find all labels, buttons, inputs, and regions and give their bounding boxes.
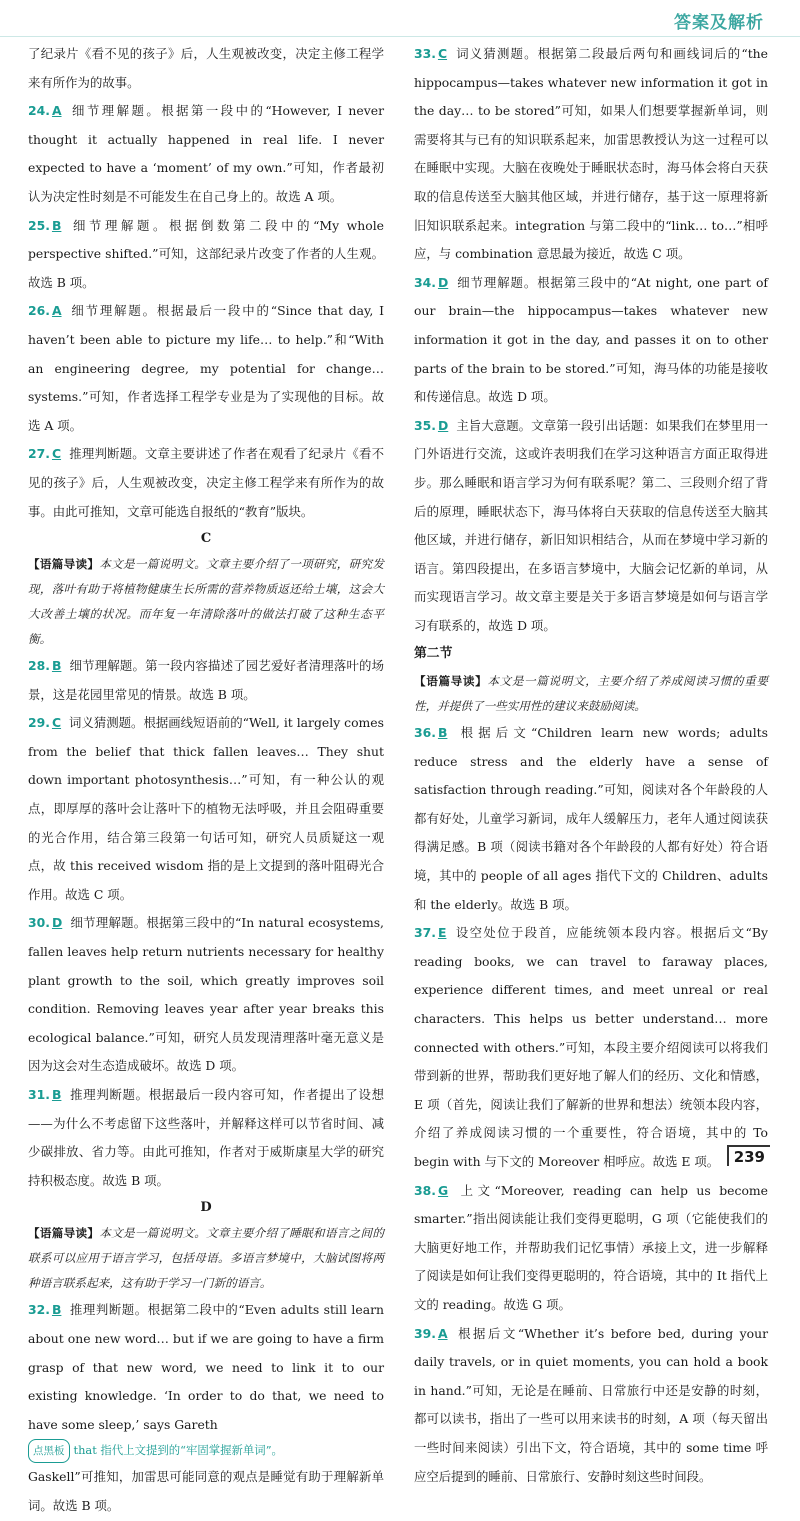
section-c-heading: C bbox=[200, 531, 212, 547]
answer-28: 28. B 细节理解题。第一段内容描述了园艺爱好者清理落叶的场景，这是花园里常见的情景。故选 B 项。 bbox=[28, 658, 384, 702]
answer-36: 36. B 根据后文“Children learn new words; adults reduce stress and the elderly have a sense of satisfaction through reading.”可知，阅读对各个年龄段的人都有好处，儿童学习新词，成年人缓解压力，老年人通过阅读获得满足感。B 项（阅读书籍对各个年龄段的人都有好处）符合语境，其中的 people of all ages 指代下文的 Children、adults 和 the elderly。故选 B 项。 bbox=[414, 725, 768, 912]
answer-32: 32. B 推理判断题。根据第二段中的“Even adults still learn about one new word… but if we are going to have a firm grasp of that new word, we need to link it to our existing knowledge. ‘In order to do that, we need to have some sleep,’ says Gareth bbox=[28, 1302, 384, 1432]
answer-29: 29. C 词义猜测题。根据画线短语前的“Well, it largely comes from the belief that thick fallen leaves… They shut down important photosynthesis…”可知，有一种公认的观点，即厚厚的落叶会让落叶下的植物无法呼吸，并且会阻碍重要的光合作用，结合第三段第一句话可知，研究人员质疑这一观点，故 this received wisdom 指的是上文提到的落叶阻碍光合作用。故选 C 项。 bbox=[28, 715, 384, 902]
passage-guide-c: 【语篇导读】本文是一篇说明文。文章主要介绍了一项研究，研究发现，落叶有助于将植物健康生长所需的营养物质返还给土壤，这会大大改善土壤的状况。而年复一年清除落叶的做法打破了这种生态平衡。 bbox=[28, 557, 384, 647]
answer-39: 39. A 根据后文“Whether it’s before bed, during your daily travels, or in quiet moments, you can hold a book in hand.”可知，无论是在睡前、日常旅行中还是安静的时刻，都可以读书，指出了一些可以用来读书的时刻，A 项（每天留出一些时间来阅读）引出下文，符合语境，其中的 some time 呼应空后提到的睡前、日常旅行、安静时刻这些时间段。 bbox=[414, 1325, 768, 1484]
answer-33: 33. C 词义猜测题。根据第二段最后两句和画线词后的“the hippocampus—takes whatever new information it got in the day… to be stored”可知，如果人们想要掌握新单词，则需要将其与已有的知识联系起来，加雷思教授认为这一过程可以在睡眠中实现。大脑在夜晚处于睡眠状态时，海马体会将白天获取的信息传送至大脑其他区域，并进行储存，基于这一原理将新旧知识联系起来。integration 与第二段中的“link… to…”相呼应，与 combination 意思最为接近，故选 C 项。 bbox=[414, 46, 768, 262]
blackboard-note: 点黑板 that 指代上文提到的“牢固掌握新单词”。 bbox=[28, 1439, 384, 1463]
page-header-title: 答案及解析 bbox=[674, 13, 764, 33]
header-divider bbox=[0, 36, 800, 37]
passage-guide-section-two: 【语篇导读】本文是一篇说明文，主要介绍了养成阅读习惯的重要性，并提供了一些实用性的建议来鼓励阅读。 bbox=[414, 674, 768, 714]
answer-30: 30. D 细节理解题。根据第三段中的“In natural ecosystems, fallen leaves help return nutrients necessary for healthy plant growth to the soil, which greatly improves soil condition. Removing leaves year after year breaks this ecological balance.”可知，研究人员发现清理落叶毫无意义是因为这会对生态造成破坏。故选 D 项。 bbox=[28, 915, 384, 1074]
intro-text: 了纪录片《看不见的孩子》后，人生观被改变，决定主修工程学来有所作为的故事。 bbox=[28, 46, 384, 90]
answer-37: 37. E 设空处位于段首，应能统领本段内容。根据后文“By reading books, we can travel to faraway places, experience different times, and meet unreal or real characters. This helps us better understand… more connected with others.”可知，本段主要介绍阅读可以将我们带到新的世界，帮助我们更好地了解人们的经历、文化和情感，E 项（首先，阅读让我们了解新的世界和想法）统领本段内容，介绍了养成阅读习惯的一个重要性，符合语境，其中的 To begin with 与下文的 Moreover 相呼应。故选 E 项。 bbox=[414, 925, 768, 1169]
section-two-heading: 第二节 bbox=[414, 646, 453, 662]
answer-35: 35. D 主旨大意题。文章第一段引出话题：如果我们在梦里用一门外语进行交流，这或许表明我们在学习这种语言方面正取得进步。那么睡眠和语言学习为何有联系呢？第二、三段则介绍了背后的原理，睡眠状态下，海马体将白天获取的信息传送至大脑其他区域，并进行储存，新旧知识相结合，从而在梦境中学习新的语言。第四段提出，在多语言梦境中，大脑会记忆新的单词，从而实现语言学习。故文章主要是关于多语言梦境是如何与语言学习有联系的，故选 D 项。 bbox=[414, 417, 768, 633]
answer-34: 34. D 细节理解题。根据第三段中的“At night, one part of our brain—the hippocampus—takes whatever new information it got in the day, and passes it on to other parts of the brain to be stored.”可知，海马体的功能是接收和传递信息。故选 D 项。 bbox=[414, 274, 768, 405]
right-column bbox=[414, 40, 768, 1491]
page-number: 239 bbox=[727, 1145, 770, 1166]
answer-31: 31. B 推理判断题。根据最后一段内容可知，作者提出了设想——为什么不考虑留下这些落叶，并解释这样可以节省时间、减少碳排放、省力等。由此可推知，作者对于威斯康星大学的研究持积极态度。故选 B 项。 bbox=[28, 1087, 384, 1188]
section-d-heading: D bbox=[200, 1200, 212, 1216]
answer-27: 27. C 推理判断题。文章主要讲述了作者在观看了纪录片《看不见的孩子》后，人生观被改变，决定主修工程学来有所作为的故事。由此可推知，文章可能选自报纸的“教育”版块。 bbox=[28, 446, 384, 519]
left-column bbox=[28, 40, 384, 1521]
answer-26: 26. A 细节理解题。根据最后一段中的“Since that day, I haven’t been able to picture my life… to help.”和“With an engineering degree, my potential for change… systems.”可知，作者选择工程学专业是为了实现他的目标。故选 A 项。 bbox=[28, 303, 384, 433]
blackboard-note-label: 点黑板 bbox=[28, 1439, 70, 1463]
answer-25: 25. B 细节理解题。根据倒数第二段中的“My whole perspective shifted.”可知，这部纪录片改变了作者的人生观。故选 B 项。 bbox=[28, 217, 384, 290]
passage-guide-d: 【语篇导读】本文是一篇说明文。文章主要介绍了睡眠和语言之间的联系可以应用于语言学习，包括母语。多语言梦境中，大脑试图将两种语言联系起来，这有助于学习一门新的语言。 bbox=[28, 1226, 384, 1291]
answer-32-end: Gaskell”可推知，加雷思可能同意的观点是睡觉有助于理解新单词。故选 B 项。 bbox=[28, 1469, 384, 1513]
answer-24: 24. A 细节理解题。根据第一段中的“However, I never thought it actually happened in real life. I never expected to have a ‘moment’ of my own.”可知，作者最初认为决定性时刻是不可能发生在自己身上的。故选 A 项。 bbox=[28, 103, 384, 204]
answer-38: 38. G 上文“Moreover, reading can help us become smarter.”指出阅读能让我们变得更聪明，G 项（它能使我们的大脑更好地工作，并帮助我们记忆事情）承接上文，进一步解释了阅读是如何让我们变得更聪明的，符合语境，其中的 It 指代上文的 reading。故选 G 项。 bbox=[414, 1182, 768, 1312]
